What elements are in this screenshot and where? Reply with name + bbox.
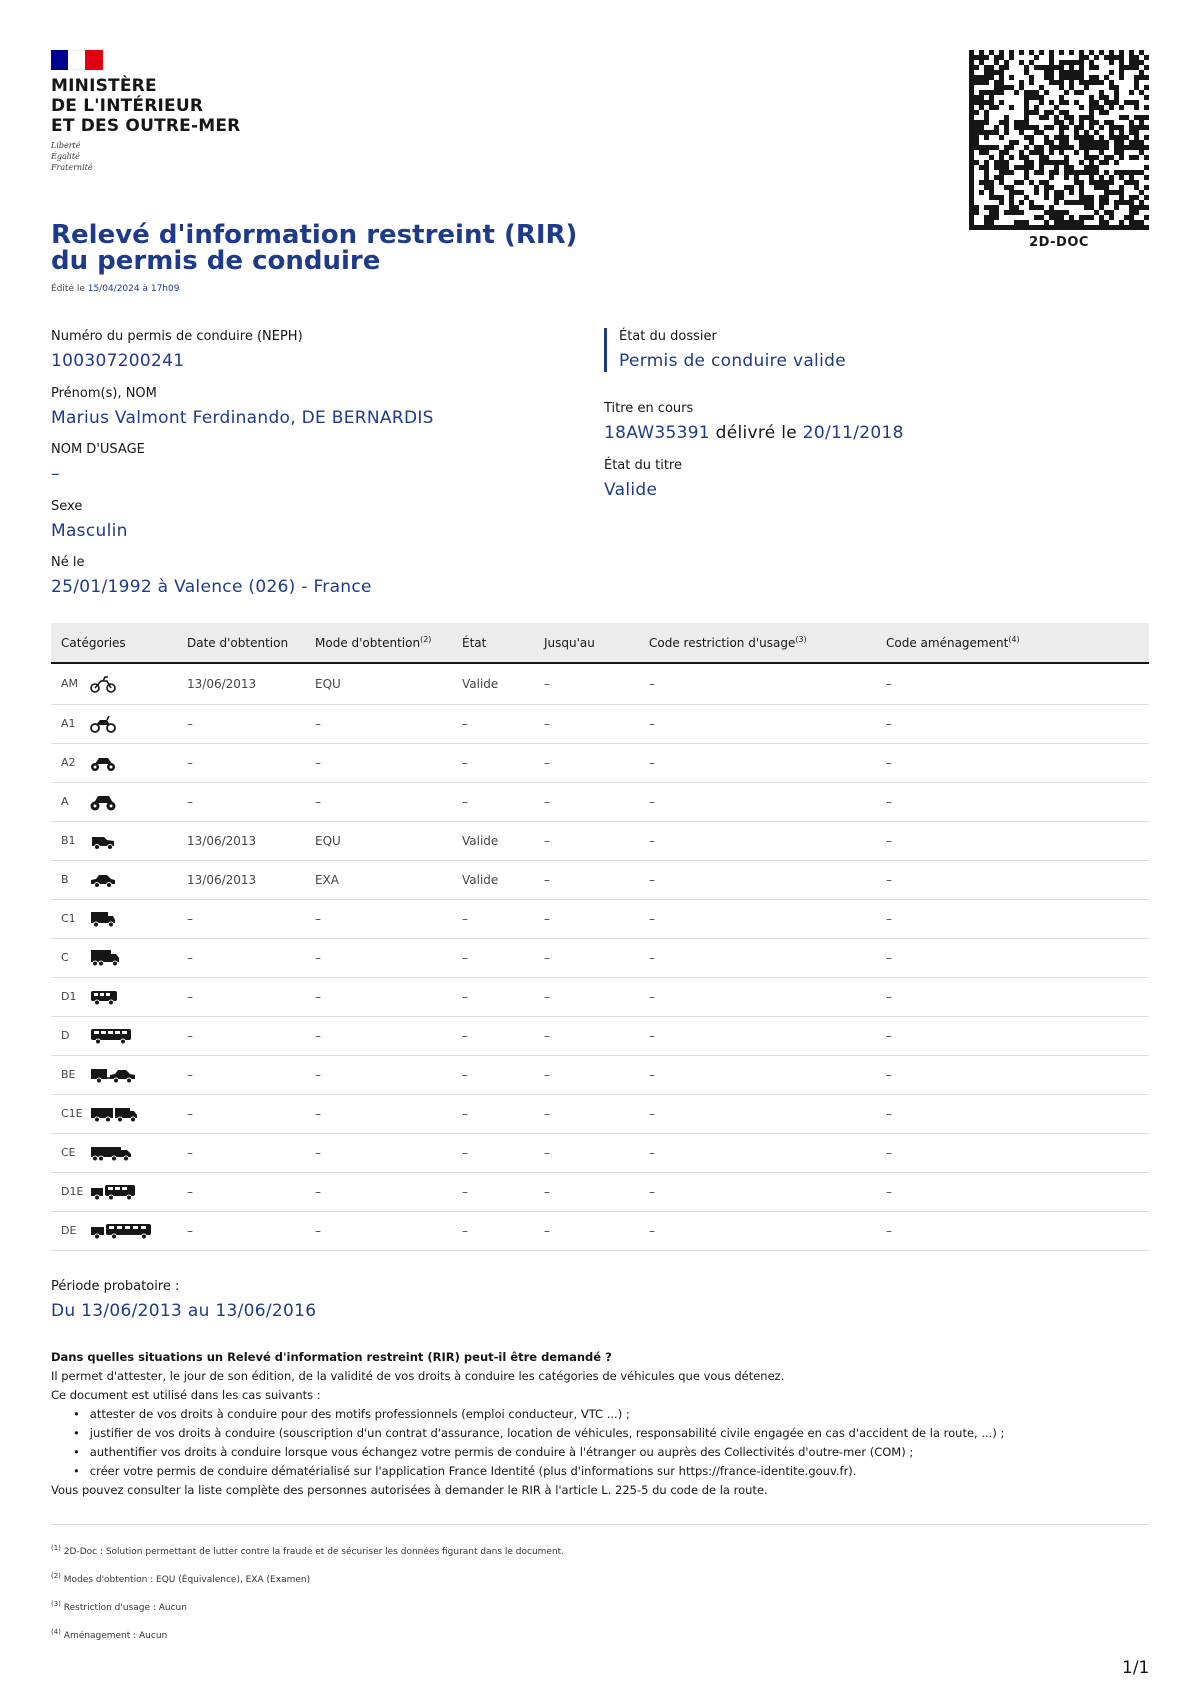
category-cell <box>51 977 177 1016</box>
ministry-name: MINISTÈRE DE L'INTÉRIEUR ET DES OUTRE-MER <box>51 76 241 136</box>
edition-date <box>51 284 179 294</box>
restriction-cell: – <box>639 1211 876 1250</box>
car-trailer-icon <box>90 1067 136 1081</box>
obtention-date-cell: – <box>177 743 305 782</box>
adjustment-cell: – <box>876 1094 1149 1133</box>
category-cell <box>51 782 177 821</box>
col-header-adjustment: Code aménagement$^{(4)}$ <box>876 623 1149 663</box>
category-code: A <box>61 795 69 808</box>
category-cell <box>51 1133 177 1172</box>
obtention-date-cell: 13/06/2013 <box>177 663 305 704</box>
motorcycle-icon <box>90 755 116 769</box>
until-cell: – <box>534 704 639 743</box>
status-cell: Valide <box>452 860 534 899</box>
obtention-date-cell: – <box>177 1172 305 1211</box>
until-cell: – <box>534 1172 639 1211</box>
obtention-mode-cell: EXA <box>305 860 452 899</box>
category-code: C <box>61 951 69 964</box>
status-cell: – <box>452 1211 534 1250</box>
category-cell <box>51 743 177 782</box>
obtention-date-cell: 13/06/2013 <box>177 860 305 899</box>
category-code: C1 <box>61 912 76 925</box>
usage-name-label: NOM D'USAGE <box>51 442 145 457</box>
category-cell <box>51 1094 177 1133</box>
adjustment-cell: – <box>876 1172 1149 1211</box>
table-row <box>51 1172 1149 1211</box>
info-list-item: • attester de vos droits à conduire pour des motifs professionnels (emploi conducteur, VTC ...) ; <box>73 1405 1149 1424</box>
category-cell <box>51 821 177 860</box>
category-cell <box>51 1055 177 1094</box>
heavy-motorcycle-icon <box>90 794 116 808</box>
restriction-cell: – <box>639 1133 876 1172</box>
category-code: D1 <box>61 990 77 1003</box>
bus-trailer-icon <box>90 1223 152 1237</box>
categories-table <box>51 623 1149 1251</box>
adjustment-cell: – <box>876 899 1149 938</box>
file-status-value: Permis de conduire valide <box>619 351 846 371</box>
restriction-cell: – <box>639 860 876 899</box>
restriction-cell: – <box>639 704 876 743</box>
col-header-date: Date d'obtention <box>177 623 305 663</box>
title-status-field <box>604 457 682 501</box>
info-line: Il permet d'attester, le jour de son édition, de la validité de vos droits à conduire les catégories de véhicules que vous détenez. <box>51 1369 785 1383</box>
table-row <box>51 821 1149 860</box>
page-number: 1/1 <box>1122 1658 1150 1678</box>
status-cell: – <box>452 1055 534 1094</box>
restriction-cell: – <box>639 1016 876 1055</box>
category-code: C1E <box>61 1107 83 1120</box>
table-row <box>51 938 1149 977</box>
neph-field <box>51 328 303 372</box>
restriction-cell: – <box>639 938 876 977</box>
adjustment-cell: – <box>876 704 1149 743</box>
category-cell <box>51 1172 177 1211</box>
probation-label: Période probatoire : <box>51 1279 180 1294</box>
adjustment-cell: – <box>876 860 1149 899</box>
datamatrix-code-icon <box>969 50 1149 230</box>
category-code: BE <box>61 1068 76 1081</box>
restriction-cell: – <box>639 1172 876 1211</box>
adjustment-cell: – <box>876 1055 1149 1094</box>
category-code: A1 <box>61 717 76 730</box>
obtention-mode-cell: – <box>305 1211 452 1250</box>
neph-label: Numéro du permis de conduire (NEPH) <box>51 329 303 344</box>
adjustment-cell: – <box>876 743 1149 782</box>
category-code: AM <box>61 677 79 691</box>
table-row <box>51 1094 1149 1133</box>
probation-field <box>51 1278 316 1322</box>
info-list <box>51 1405 1149 1481</box>
status-cell: – <box>452 1172 534 1211</box>
table-row <box>51 899 1149 938</box>
until-cell: – <box>534 782 639 821</box>
until-cell: – <box>534 821 639 860</box>
info-list-item: • authentifier vos droits à conduire lorsque vous échangez votre permis de conduire à l'étranger ou auprès des Collectivités d'outre-mer (COM) ; <box>73 1443 1149 1462</box>
probation-value: Du 13/06/2013 au 13/06/2016 <box>51 1301 317 1321</box>
category-cell <box>51 1016 177 1055</box>
until-cell: – <box>534 1055 639 1094</box>
obtention-mode-cell: – <box>305 704 452 743</box>
category-code: B <box>61 873 69 886</box>
usage-name-value: – <box>51 464 60 484</box>
table-row <box>51 743 1149 782</box>
quadricycle-icon <box>90 833 116 847</box>
obtention-date-cell: – <box>177 1094 305 1133</box>
status-cell: Valide <box>452 821 534 860</box>
restriction-cell: – <box>639 1055 876 1094</box>
moped-icon <box>90 676 116 690</box>
minibus-trailer-icon <box>90 1184 136 1198</box>
category-cell <box>51 1211 177 1250</box>
usage-name-field <box>51 441 145 485</box>
adjustment-cell: – <box>876 782 1149 821</box>
current-title-line <box>604 422 904 444</box>
restriction-cell: – <box>639 821 876 860</box>
neph-value: 100307200241 <box>51 351 185 371</box>
category-code: CE <box>61 1146 76 1159</box>
light-motorcycle-icon <box>90 716 116 730</box>
table-row <box>51 1055 1149 1094</box>
obtention-date-cell: – <box>177 977 305 1016</box>
table-row <box>51 782 1149 821</box>
obtention-mode-cell: EQU <box>305 663 452 704</box>
until-cell: – <box>534 663 639 704</box>
footer-divider <box>51 1524 1149 1525</box>
obtention-date-cell: 13/06/2013 <box>177 821 305 860</box>
until-cell: – <box>534 1094 639 1133</box>
restriction-cell: – <box>639 977 876 1016</box>
light-truck-trailer-icon <box>90 1106 138 1120</box>
category-code: A2 <box>61 756 76 769</box>
restriction-cell: – <box>639 899 876 938</box>
obtention-mode-cell: – <box>305 1016 452 1055</box>
table-row <box>51 663 1149 704</box>
status-cell: – <box>452 977 534 1016</box>
until-cell: – <box>534 1211 639 1250</box>
light-truck-icon <box>90 911 116 925</box>
datamatrix-label: 2D-DOC <box>1029 235 1089 250</box>
until-cell: – <box>534 860 639 899</box>
adjustment-cell: – <box>876 1016 1149 1055</box>
col-header-status: État <box>452 623 534 663</box>
birth-field <box>51 554 372 598</box>
restriction-cell: – <box>639 663 876 704</box>
info-question: Dans quelles situations un Relevé d'information restreint (RIR) peut-il être demandé ? <box>51 1350 612 1364</box>
until-cell: – <box>534 1016 639 1055</box>
obtention-date-cell: – <box>177 1016 305 1055</box>
current-title-label: Titre en cours <box>604 401 694 416</box>
obtention-date-cell: – <box>177 782 305 821</box>
car-icon <box>90 872 116 886</box>
until-cell: – <box>534 1133 639 1172</box>
obtention-mode-cell: – <box>305 1133 452 1172</box>
category-cell <box>51 663 177 704</box>
status-cell: – <box>452 899 534 938</box>
birth-label: Né le <box>51 555 85 570</box>
adjustment-cell: – <box>876 1211 1149 1250</box>
until-cell: – <box>534 899 639 938</box>
current-title-field <box>604 400 904 444</box>
status-cell: – <box>452 743 534 782</box>
obtention-mode-cell: – <box>305 743 452 782</box>
status-cell: – <box>452 938 534 977</box>
adjustment-cell: – <box>876 977 1149 1016</box>
category-cell <box>51 899 177 938</box>
obtention-mode-cell: – <box>305 782 452 821</box>
ministry-logo-block <box>51 50 240 173</box>
footnote: $^{(2)}$ Modes d'obtention : EQU (Équivalence), EXA (Examen) <box>51 1572 311 1585</box>
until-cell: – <box>534 977 639 1016</box>
status-cell: – <box>452 782 534 821</box>
info-list-item: • justifier de vos droits à conduire (souscription d'un contrat d'assurance, location de véhicules, responsabilité civile engagée en cas d'accident de la route, ...) ; <box>73 1424 1149 1443</box>
current-title-connector: délivré le <box>709 423 803 443</box>
restriction-cell: – <box>639 1094 876 1133</box>
obtention-mode-cell: – <box>305 1055 452 1094</box>
table-row <box>51 1133 1149 1172</box>
col-header-categories: Catégories <box>51 623 177 663</box>
obtention-date-cell: – <box>177 899 305 938</box>
footnote: $^{(3)}$ Restriction d'usage : Aucun <box>51 1600 187 1613</box>
sex-label: Sexe <box>51 499 83 514</box>
adjustment-cell: – <box>876 938 1149 977</box>
rir-usage-info <box>51 1348 1149 1500</box>
footnotes <box>51 1536 564 1648</box>
name-label: Prénom(s), NOM <box>51 386 157 401</box>
obtention-mode-cell: – <box>305 1094 452 1133</box>
datamatrix-block <box>969 50 1149 250</box>
col-header-restriction: Code restriction d'usage$^{(3)}$ <box>639 623 876 663</box>
obtention-date-cell: – <box>177 1055 305 1094</box>
status-cell: – <box>452 1094 534 1133</box>
table-row <box>51 977 1149 1016</box>
status-cell: – <box>452 1016 534 1055</box>
file-status-field <box>604 328 846 372</box>
category-cell <box>51 860 177 899</box>
truck-icon <box>90 950 120 964</box>
adjustment-cell: – <box>876 663 1149 704</box>
table-row <box>51 1211 1149 1250</box>
restriction-cell: – <box>639 782 876 821</box>
edition-value: 15/04/2024 à 17h09 <box>87 284 180 294</box>
category-code: D <box>61 1029 70 1042</box>
adjustment-cell: – <box>876 821 1149 860</box>
obtention-mode-cell: – <box>305 938 452 977</box>
birth-value: 25/01/1992 à Valence (026) - France <box>51 577 372 597</box>
category-code: D1E <box>61 1185 84 1198</box>
obtention-mode-cell: EQU <box>305 821 452 860</box>
obtention-mode-cell: – <box>305 977 452 1016</box>
status-cell: Valide <box>452 663 534 704</box>
info-list-item: • créer votre permis de conduire dématérialisé sur l'application France Identité (plus d'informations sur https://france-identite.gouv.fr). <box>73 1462 1149 1481</box>
restriction-cell: – <box>639 743 876 782</box>
minibus-icon <box>90 989 118 1003</box>
obtention-date-cell: – <box>177 704 305 743</box>
file-status-label: État du dossier <box>619 329 717 344</box>
col-header-until: Jusqu'au <box>534 623 639 663</box>
current-title-number: 18AW35391 <box>604 423 710 443</box>
sex-field <box>51 498 128 542</box>
truck-trailer-icon <box>90 1145 132 1159</box>
until-cell: – <box>534 938 639 977</box>
title-status-value: Valide <box>604 480 658 500</box>
adjustment-cell: – <box>876 1133 1149 1172</box>
col-header-mode: Mode d'obtention$^{(2)}$ <box>305 623 452 663</box>
document-title: Relevé d'information restreint (RIR) du permis de conduire <box>51 220 578 276</box>
name-field <box>51 385 434 429</box>
until-cell: – <box>534 743 639 782</box>
category-cell <box>51 704 177 743</box>
obtention-date-cell: – <box>177 1211 305 1250</box>
category-code: B1 <box>61 834 76 847</box>
name-value: Marius Valmont Ferdinando, DE BERNARDIS <box>51 408 434 428</box>
info-closing: Vous pouvez consulter la liste complète des personnes autorisées à demander le RIR à l'article L. 225-5 du code de la route. <box>51 1483 768 1497</box>
obtention-mode-cell: – <box>305 1172 452 1211</box>
table-row <box>51 860 1149 899</box>
footnote: $^{(4)}$ Aménagement : Aucun <box>51 1628 168 1641</box>
obtention-date-cell: – <box>177 1133 305 1172</box>
table-row <box>51 1016 1149 1055</box>
republic-motto: Liberté Égalité Fraternité <box>51 141 93 172</box>
table-row <box>51 704 1149 743</box>
title-status-label: État du titre <box>604 458 682 473</box>
table-header-row <box>51 623 1149 663</box>
current-title-date: 20/11/2018 <box>802 423 904 443</box>
category-cell <box>51 938 177 977</box>
status-cell: – <box>452 1133 534 1172</box>
info-line: Ce document est utilisé dans les cas suivants : <box>51 1388 321 1402</box>
bus-icon <box>90 1028 132 1042</box>
obtention-date-cell: – <box>177 938 305 977</box>
sex-value: Masculin <box>51 521 128 541</box>
marianne-flag-icon <box>51 50 103 70</box>
footnote: $^{(1)}$ 2D-Doc : Solution permettant de lutter contre la fraude et de sécuriser les données figurant dans le document. <box>51 1544 565 1557</box>
status-cell: – <box>452 704 534 743</box>
obtention-mode-cell: – <box>305 899 452 938</box>
category-code: DE <box>61 1224 77 1237</box>
edition-prefix: Édité le <box>51 284 88 294</box>
